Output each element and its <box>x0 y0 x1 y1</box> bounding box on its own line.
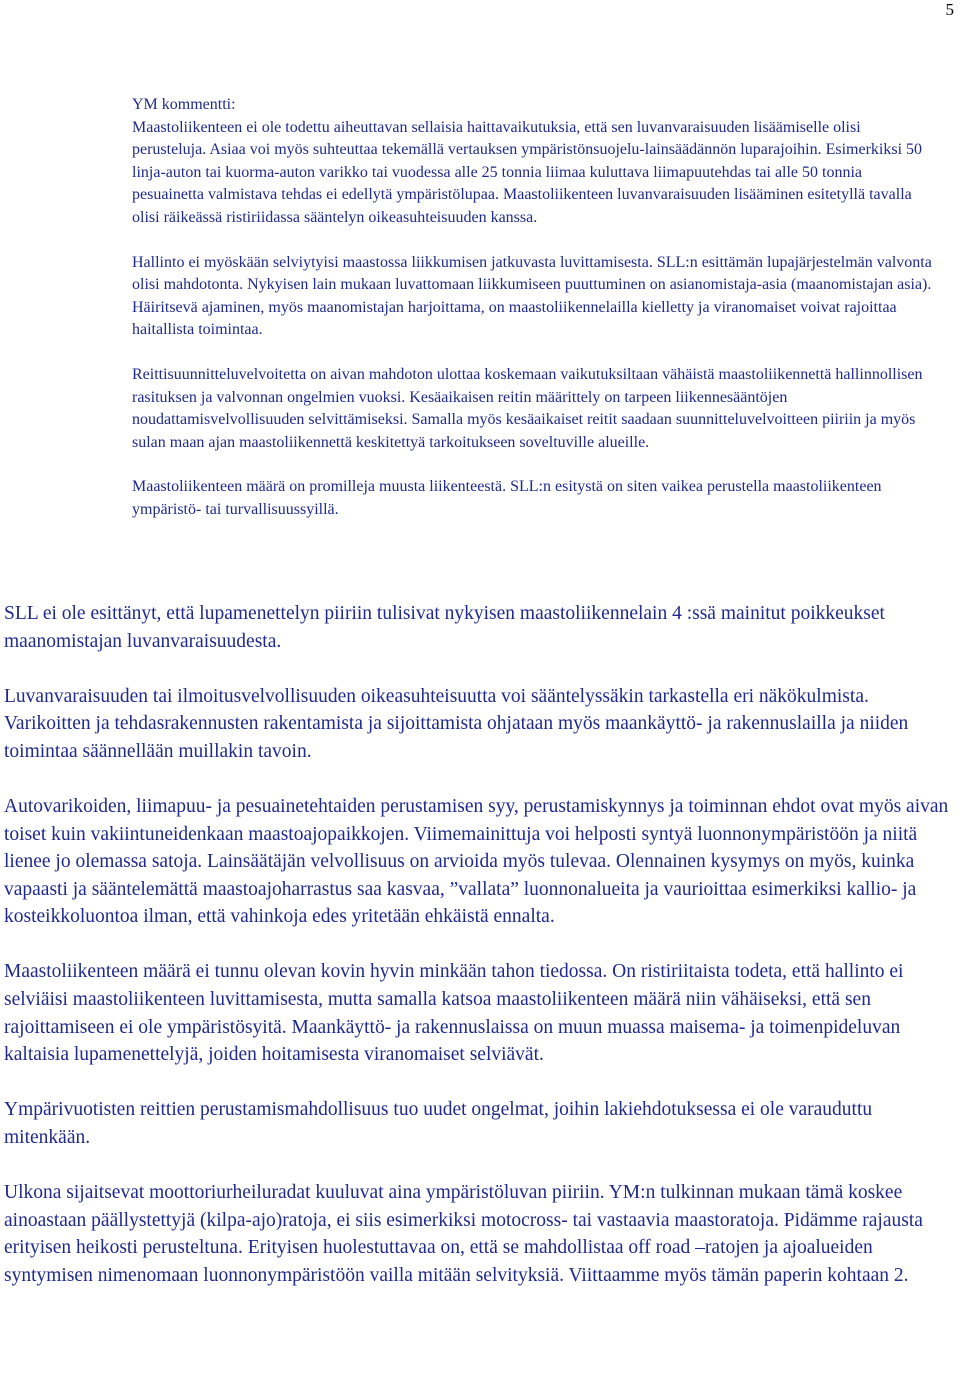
ym-comment-heading: YM kommentti: <box>132 96 236 113</box>
main-text-section <box>4 600 956 1317</box>
ym-comment-paragraph: Hallinto ei myöskään selviytyisi maastossa liikkumisen jatkuvasta luvittamisesta. SLL:n esittämän lupajärjestelmän valvonta olisi mahdotonta. Nykyisen lain mukaan luvattomaan liikkumiseen puuttuminen on asianomistaja-asia (maanomistajan asia). Häiritsevä ajaminen, myös maanomistajan harjoittama, on maastoliikennelailla kielletty ja viranomaiset voivat rajoittaa haitallista toimintaa. <box>132 253 932 339</box>
body-paragraph: Maastoliikenteen määrä ei tunnu olevan kovin hyvin minkään tahon tiedossa. On ristiriitaista todeta, että hallinto ei selviäisi maastoliikenteen luvittamisesta, mutta samalla katsoa maastoliikenteen määrä niin vähäiseksi, että sen rajoittamiseen ei ole ympäristösyitä. Maankäyttö- ja rakennuslaissa on muun muassa maisema- ja toimenpideluvan kaltaisia lupamenettelyjä, joiden hoitamisesta viranomaiset selviävät. <box>4 961 904 1066</box>
body-paragraph: Ulkona sijaitsevat moottoriurheiluradat kuuluvat aina ympäristöluvan piiriin. YM:n tulkinnan mukaan tämä koskee ainoastaan päällystettyjä (kilpa-ajo)ratoja, ei siis esimerkiksi motocross- tai vastaavia maastoratoja. Pidämme rajausta erityisen heikosti perusteltuna. Erityisen huolestuttavaa on, että se mahdollistaa off road –ratojen ja ajoalueiden syntymisen nimenomaan luonnonympäristöön vailla mitään selvityksiä. Viittaamme myös tämän paperin kohtaan 2. <box>4 1182 923 1286</box>
body-paragraph: Autovarikoiden, liimapuu- ja pesuainetehtaiden perustamisen syy, perustamiskynnys ja toiminnan ehdot ovat myös aivan toiset kuin vakiintuneidenkaan maastoajopaikkojen. Viimemainittuja voi helposti syntyä luonnonympäristöön ja niitä lienee jo olemassa satoja. Lainsäätäjän velvollisuus on arvioida myös tulevaa. Olennainen kysymys on myös, kuinka vapaasti ja sääntelemättä maastoajoharrastus saa kasvaa, ”vallata” luonnonalueita ja vaurioittaa esimerkiksi kallio- ja kosteikkoluontoa ilman, että vahinkoja edes yritetään ehkäistä ennalta. <box>4 795 949 928</box>
ym-comment-paragraph: Maastoliikenteen määrä on promilleja muusta liikenteestä. SLL:n esitystä on siten vaikea perustella maastoliikenteen ympäristö- tai turvallisuussyillä. <box>132 478 882 518</box>
ym-comment-paragraph: Reittisuunnitteluvelvoitetta on aivan mahdoton ulottaa koskemaan vaikutuksiltaan vähäistä maastoliikennettä hallinnollisen rasituksen ja valvonnan ongelmien vuoksi. Kesäaikaisen reitin määrittely on tarpeen liikennesääntöjen noudattamisvelvollisuuden selvittämiseksi. Samalla myös kesäaikaiset reitit saadaan suunnitteluvelvoitteen piiriin ja myös sulan maan ajan maastoliikennettä keskitettyä tarkoitukseen soveltuville alueille. <box>132 365 923 451</box>
body-paragraph: Luvanvaraisuuden tai ilmoitusvelvollisuuden oikeasuhteisuutta voi sääntelyssäkin tarkastella eri näkökulmista. Varikoitten ja tehdasrakennusten rakentamista ja sijoittamista ohjataan myös maankäyttö- ja rakennuslailla ja niiden toimintaa säännellään muillakin tavoin. <box>4 685 909 762</box>
page-number: 5 <box>945 0 954 19</box>
ym-comment-paragraph: Maastoliikenteen ei ole todettu aiheuttavan sellaisia haittavaikutuksia, että sen luvanvaraisuuden lisäämiselle olisi perusteluja. Asiaa voi myös suhteuttaa tekemällä vertauksen ympäristönsuojelu-lainsäädännön luparajoihin. Esimerkiksi 50 linja-auton tai kuorma-auton varikko tai vuodessa alle 25 tonnia liimaa kuluttava liimapuutehdas tai alle 50 tonnia pesuainetta valmistava tehdas ei edellytä ympäristölupaa. Maastoliikenteen luvanvaraisuuden lisääminen esitetyllä tavalla olisi räikeässä ristiriidassa sääntelyn oikeasuhteisuuden kanssa. <box>132 118 923 226</box>
body-paragraph: SLL ei ole esittänyt, että lupamenettelyn piiriin tulisivat nykyisen maastoliikennelain 4 :ssä mainitut poikkeukset maanomistajan luvanvaraisuudesta. <box>4 603 885 652</box>
ym-comment-section <box>132 94 932 544</box>
body-paragraph: Ympärivuotisten reittien perustamismahdollisuus tuo uudet ongelmat, joihin lakiehdotuksessa ei ole varauduttu mitenkään. <box>4 1099 873 1148</box>
